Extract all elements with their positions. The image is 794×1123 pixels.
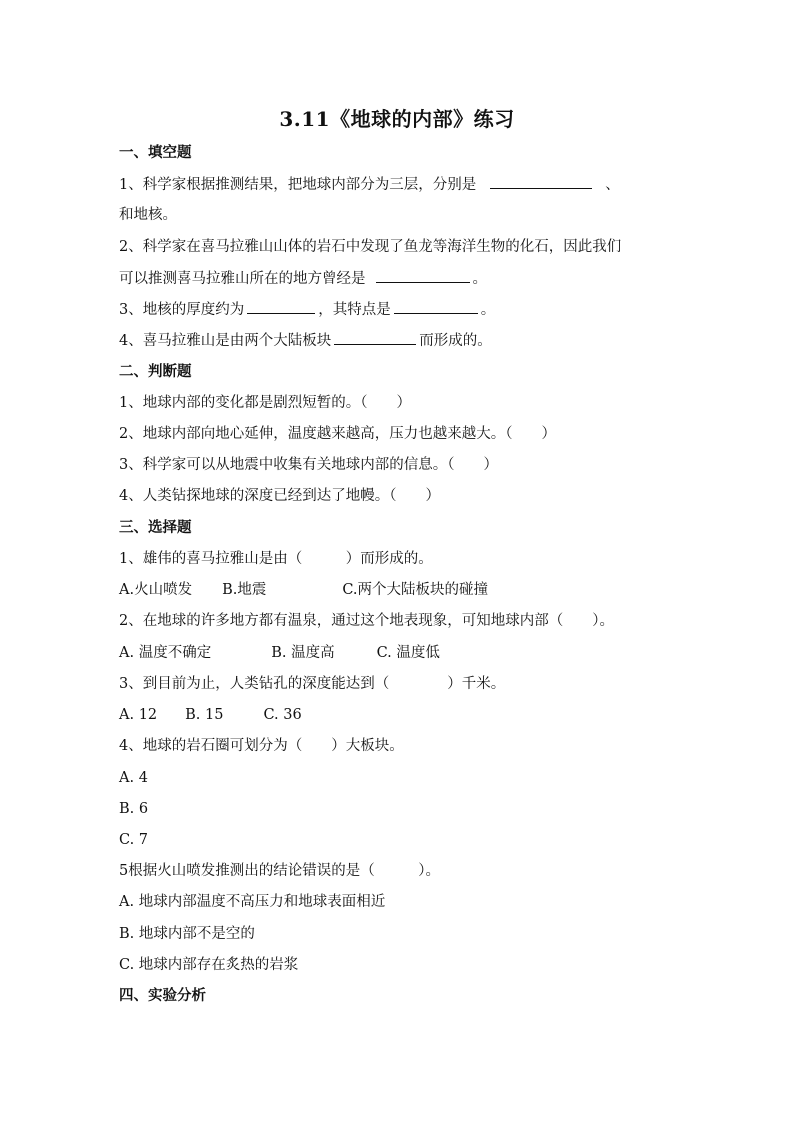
answer-blank[interactable] [376, 268, 470, 283]
choice-option[interactable]: C. 36 [263, 707, 302, 723]
answer-blank[interactable] [334, 330, 416, 345]
choice-option[interactable]: C. 地球内部存在炙热的岩浆 [119, 957, 299, 973]
judge-question-4: 4、人类钻探地球的深度已经到达了地幔。（ ） [119, 488, 440, 504]
choice-question-3: 3、到目前为止，人类钻孔的深度能达到（ ）千米。 [119, 676, 506, 692]
fill-question-2-end: 。 [472, 271, 487, 287]
fill-question-1-separator: 、 [605, 177, 620, 193]
fill-question-1-line-1 [119, 174, 620, 195]
choice-option[interactable]: A.火山喷发 [119, 582, 193, 598]
judge-question-3: 3、科学家可以从地震中收集有关地球内部的信息。（ ） [119, 457, 498, 473]
section-heading-fill-blank: 一、填空题 [119, 144, 192, 161]
judge-question-1: 1、地球内部的变化都是剧烈短暂的。（ ） [119, 395, 411, 411]
fill-question-3-text: 3、地核的厚度约为 [119, 302, 245, 318]
fill-question-1-text: 1、科学家根据推测结果，把地球内部分为三层，分别是 [119, 177, 477, 193]
choice-option[interactable]: C. 7 [119, 832, 149, 848]
choice-option[interactable]: A. 4 [119, 770, 148, 786]
section-heading-experiment-analysis: 四、实验分析 [119, 987, 206, 1004]
fill-question-4-end: 而形成的。 [419, 333, 492, 349]
fill-question-4-text: 4、喜马拉雅山是由两个大陆板块 [119, 333, 332, 349]
choice-question-2-options [119, 643, 440, 663]
choice-option[interactable]: A. 地球内部温度不高压力和地球表面相近 [119, 894, 386, 910]
fill-question-1-line-2: 和地核。 [119, 207, 177, 223]
fill-question-4 [119, 330, 492, 351]
choice-option[interactable]: B. 地球内部不是空的 [119, 926, 255, 942]
choice-option[interactable]: C. 温度低 [376, 645, 440, 661]
choice-option[interactable]: B. 6 [119, 801, 149, 817]
choice-question-1-options [119, 580, 488, 600]
answer-blank[interactable] [490, 174, 592, 189]
choice-option[interactable]: B. 温度高 [271, 645, 335, 661]
fill-question-3-end: 。 [480, 302, 496, 318]
choice-option[interactable]: B. 15 [185, 707, 224, 723]
page-title: 3.11《地球的内部》练习 [279, 107, 515, 131]
section-heading-multiple-choice: 三、选择题 [119, 519, 192, 536]
choice-option[interactable]: C.两个大陆板块的碰撞 [342, 582, 489, 598]
fill-question-2-line-1: 2、科学家在喜马拉雅山山体的岩石中发现了鱼龙等海洋生物的化石，因此我们 [119, 239, 622, 255]
choice-option[interactable]: A. 12 [119, 707, 158, 723]
choice-question-2: 2、在地球的许多地方都有温泉，通过这个地表现象，可知地球内部（ ）。 [119, 613, 614, 629]
judge-question-2: 2、地球内部向地心延伸，温度越来越高，压力也越来越大。（ ） [119, 426, 556, 442]
fill-question-2-text: 可以推测喜马拉雅山所在的地方曾经是 [119, 271, 366, 287]
fill-question-3-mid: ，其特点是 [318, 302, 391, 318]
answer-blank[interactable] [247, 299, 315, 314]
choice-question-4: 4、地球的岩石圈可划分为（ ）大板块。 [119, 738, 404, 754]
choice-question-5: 5根据火山喷发推测出的结论错误的是（ ）。 [119, 863, 440, 879]
section-heading-true-false: 二、判断题 [119, 363, 192, 380]
fill-question-3 [119, 299, 495, 320]
choice-option[interactable]: A. 温度不确定 [119, 645, 212, 661]
choice-question-1: 1、雄伟的喜马拉雅山是由（ ）而形成的。 [119, 551, 433, 567]
fill-question-2-line-2 [119, 268, 487, 289]
answer-blank[interactable] [394, 299, 478, 314]
choice-option[interactable]: B.地震 [222, 582, 267, 598]
choice-question-3-options [119, 705, 302, 725]
